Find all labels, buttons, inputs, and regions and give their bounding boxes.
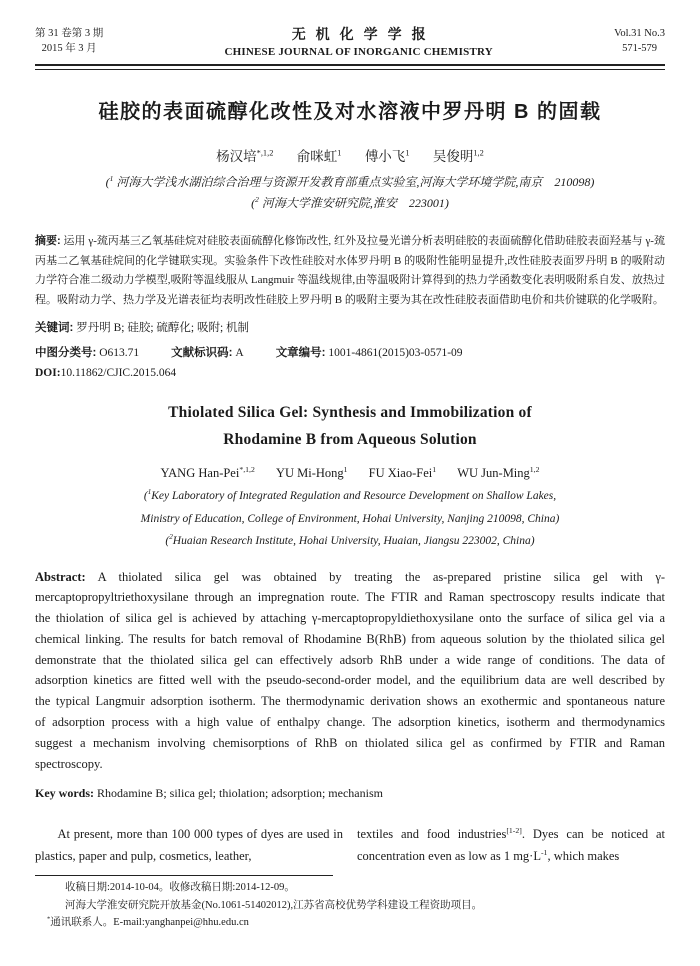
paren: (	[165, 535, 170, 547]
author-name: YU Mi-Hong	[275, 466, 344, 480]
author-superscript: 1,2	[529, 464, 540, 474]
article-title-cn: 硅胶的表面硫醇化改性及对水溶液中罗丹明 B 的固载	[98, 101, 602, 123]
author-name: WU Jun-Ming	[457, 466, 530, 480]
author-superscript: 1	[405, 148, 410, 158]
author-name: FU Xiao-Fei	[368, 466, 433, 480]
footnote-corresponding-author	[35, 914, 665, 932]
paren: (	[105, 175, 110, 189]
issue-info	[35, 26, 103, 56]
article-title-en	[35, 399, 665, 453]
author-name: 俞咪虹	[296, 149, 338, 164]
footnotes	[35, 879, 665, 932]
affiliation-en-line2	[35, 508, 665, 531]
doi-line	[35, 367, 665, 379]
body-text: , which makes	[547, 849, 620, 864]
article-number-label: 文章编号:	[275, 347, 326, 359]
doi-value: 10.11862/CJIC.2015.064	[60, 367, 177, 379]
article-number-value: 1001-4861(2015)03-0571-09	[328, 347, 463, 359]
affiliation-text: Key Laboratory of Integrated Regulation and Resource Development on Shallow Lakes,	[151, 490, 557, 502]
author-cn-2	[297, 149, 342, 164]
abstract-label-en: Abstract:	[35, 569, 86, 584]
asterisk-mark: *	[47, 915, 51, 923]
issue-number: 第 31 卷第 3 期	[35, 28, 104, 39]
author-name: 杨汉培	[216, 149, 257, 164]
volume-number: Vol.31 No.3	[614, 28, 665, 39]
classification-line	[35, 344, 665, 360]
keywords-text-en: Rhodamine B; silica gel; thiolation; adsorption; mechanism	[97, 786, 383, 801]
author-superscript: 1	[432, 464, 437, 474]
abstract-text-cn: 运用 γ-巯丙基三乙氧基硅烷对硅胶表面硫醇化修饰改性, 红外及拉曼光谱分析表明硅胶的表面硫醇化借助硅胶表面羟基与 γ-巯丙基二乙氧基硅烷间的化学键联实现。实验条件下改性硅胶对水体罗丹明 B 的吸附性能明显提升,改性硅胶表面罗丹明 B 的吸附动力学符合准二级动力学模型,吸附等温线服从 Langmuir 等温线规律,由等温吸附计算得到的热力学函数变化表明吸附系自发、放热过程。吸附动力学、热力学及光谱表征均表明改性硅胶上罗丹明 B 的吸附主要为其在改性硅胶表面借助电价和共价键联的化学吸附。	[35, 235, 665, 306]
author-en-4	[457, 466, 539, 480]
affiliations-en	[35, 485, 665, 553]
affiliation-en-line3	[35, 530, 665, 553]
footnote-funding: 河海大学淮安研究院开放基金(No.1061-51402012),江苏省高校优势学科建设工程资助项目。	[65, 899, 483, 911]
clc-value: O613.71	[99, 347, 140, 359]
affiliation-text: 河海大学淮安研究院,淮安 223001)	[258, 196, 449, 210]
keywords-label-en: Key words:	[35, 786, 94, 801]
abstract-en	[35, 567, 665, 775]
doi-label: DOI:	[35, 367, 61, 379]
abstract-cn	[35, 232, 665, 310]
author-cn-3	[365, 149, 410, 164]
author-name: 傅小飞	[364, 149, 406, 164]
author-name: YANG Han-Pei	[160, 466, 240, 480]
journal-name-en: CHINESE JOURNAL OF INORGANIC CHEMISTRY	[224, 46, 493, 58]
affiliation-cn-2	[35, 193, 665, 214]
abstract-label-cn: 摘要:	[35, 235, 61, 247]
volume-info	[614, 26, 665, 56]
title-en-line2: Rhodamine B from Aqueous Solution	[223, 431, 477, 448]
doc-code-label: 文献标识码:	[171, 347, 233, 359]
footnote-rule	[35, 875, 333, 876]
author-superscript: 1	[337, 148, 342, 158]
author-en-2	[276, 466, 348, 480]
journal-name	[103, 24, 614, 58]
affiliation-cn-1	[35, 172, 665, 193]
affiliation-text: Ministry of Education, College of Environment, Hohai University, Nanjing 210098, China)	[140, 512, 560, 525]
keywords-cn	[35, 319, 665, 335]
author-en-1	[161, 466, 255, 480]
clc-number	[35, 347, 139, 359]
affil-superscript: 2	[255, 195, 259, 204]
abstract-text-en: A thiolated silica gel was obtained by treating the as-prepared pristine silica gel with γ-mercaptopropyltriethoxysilane through an impregnation route. The FTIR and Raman spectroscopy results indicate that the thiolation of silica gel is achieved by attaching γ-mercaptopropyldiethoxysilane onto the surface of silica gel via a chemical linking. The results for batch removal of Rhodamine B(RhB) from aqueous solution by the thiolated silica gel demonstrate that the thiolated silica gel can effectively adsorb RhB under a wide range of conditions. The data of adsorption kinetics are fitted well with the pseudo-second-order model, and the equilibrium data are well described by the typical Langmuir adsorption isotherm. The thermodynamic derivation shows an exothermic and spontaneous nature of adsorption process with a high value of enthalpy change. The adsorption kinetics, isotherm and thermodynamics suggest a mechanism involving chemisorptions of RhB on thiolated silica gel as confirmed by FTIR and Raman spectroscopy.	[35, 569, 666, 771]
doc-code-value: A	[235, 347, 244, 359]
page-range: 571-579	[622, 43, 658, 54]
journal-header	[35, 24, 665, 58]
body-column-left: At present, more than 100 000 types of dyes are used in plastics, paper and pulp, cosmetics, leather,	[35, 827, 343, 864]
paren: (	[143, 490, 148, 502]
paren: (	[251, 196, 256, 210]
article-number	[276, 347, 463, 359]
authors-en	[35, 466, 665, 481]
author-en-3	[369, 466, 436, 480]
author-superscript: *,1,2	[239, 464, 255, 474]
document-code	[171, 347, 244, 359]
affiliations-cn	[35, 172, 665, 214]
affiliation-text: 河海大学浅水湖泊综合治理与资源开发教育部重点实验室,河海大学环境学院,南京 210098)	[113, 175, 595, 189]
author-superscript: *,1,2	[256, 148, 274, 158]
authors-cn	[35, 145, 665, 165]
clc-label: 中图分类号:	[35, 347, 97, 359]
keywords-text-cn: 罗丹明 B; 硅胶; 硫醇化; 吸附; 机制	[76, 322, 250, 334]
author-superscript: 1	[343, 464, 348, 474]
affil-superscript: 1	[147, 488, 152, 497]
body-column-right	[357, 823, 665, 867]
affiliation-text: Huaian Research Institute, Hohai University, Huaian, Jiangsu 223002, China)	[172, 535, 535, 547]
header-rule	[35, 64, 665, 70]
author-superscript: 1,2	[473, 148, 484, 158]
author-cn-1	[216, 149, 273, 164]
body-text: . Dyes can be noticed at concentration even as low as 1 mg·L	[357, 827, 666, 864]
author-name: 吴俊明	[432, 149, 474, 164]
affil-superscript: 1	[109, 174, 114, 183]
affiliation-en-line1	[35, 485, 665, 508]
footnote-received-date: 收稿日期:2014-10-04。收修改稿日期:2014-12-09。	[65, 882, 295, 894]
corresponding-text: 通讯联系人。E-mail:yanghanpei@hhu.edu.cn	[50, 917, 249, 929]
author-cn-4	[433, 149, 484, 164]
unit-superscript: -1	[540, 848, 548, 858]
body-text: textiles and food industries	[357, 827, 507, 842]
body-columns	[35, 823, 665, 867]
journal-name-cn: 无机化学学报	[291, 28, 436, 43]
issue-date: 2015 年 3 月	[41, 43, 97, 54]
keywords-en	[35, 786, 665, 801]
citation-superscript: [1-2]	[506, 826, 522, 836]
affil-superscript: 2	[169, 533, 173, 542]
keywords-label-cn: 关键词:	[35, 322, 74, 334]
title-en-line1: Thiolated Silica Gel: Synthesis and Immobilization of	[168, 404, 532, 421]
